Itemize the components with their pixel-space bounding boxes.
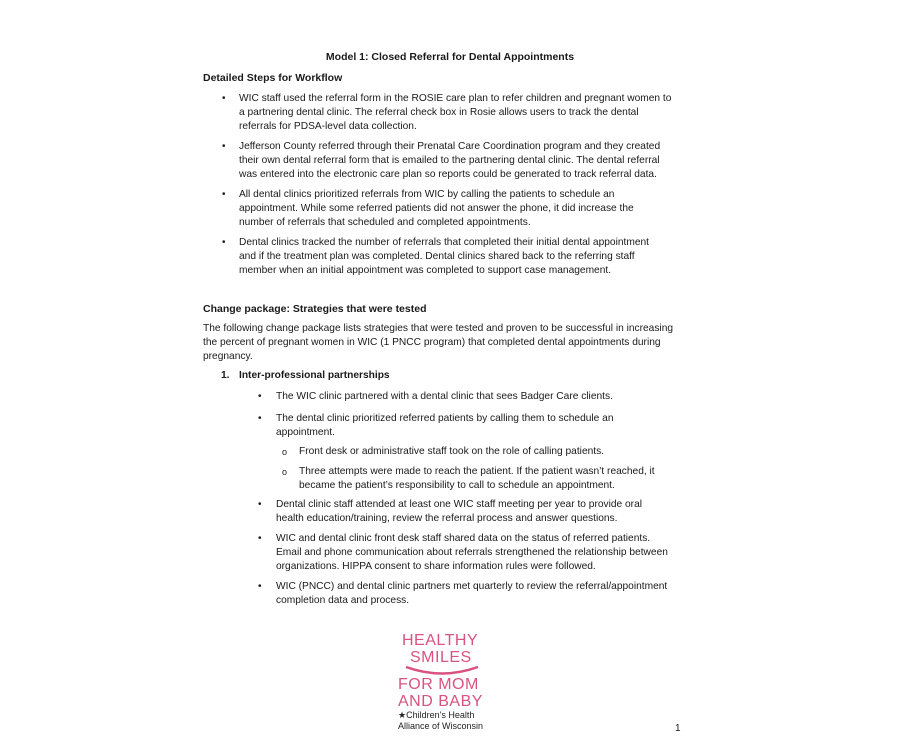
- circle-bullet-icon: o: [282, 467, 288, 477]
- strategy-subitem: [299, 465, 655, 493]
- logo-line: AND BABY: [398, 693, 483, 710]
- org-name: [398, 710, 498, 721]
- strategy-subitem: [299, 445, 604, 459]
- star-icon: ★: [398, 710, 407, 720]
- bullet-icon: •: [222, 237, 226, 248]
- workflow-step: [239, 236, 649, 278]
- line: completion data and process.: [276, 595, 410, 606]
- workflow-step: [239, 140, 660, 182]
- line: was entered into the electronic care plan so reports could be generated to track referral data.: [239, 169, 657, 180]
- bullet-icon: •: [222, 93, 226, 104]
- list-number: 1.: [221, 370, 230, 381]
- line: Dental clinic staff attended at least one WIC staff meeting per year to provide oral: [276, 499, 643, 510]
- line: The dental clinic prioritized referred patients by calling them to schedule an: [276, 413, 614, 424]
- line: Email and phone communication about referrals strengthened the relationship between: [276, 547, 668, 558]
- bullet-icon: •: [258, 413, 262, 424]
- line: their own dental referral form that is emailed to the partnering dental clinic. The dental referral: [239, 155, 660, 166]
- line: organizations. HIPPA consent to share information rules were followed.: [276, 561, 596, 572]
- bullet-icon: •: [258, 581, 262, 592]
- line: Jefferson County referred through their Prenatal Care Coordination program and they created: [239, 141, 661, 152]
- org-line: Children's Health: [406, 710, 475, 720]
- strategy-item: [276, 498, 642, 526]
- line: member when an initial appointment was completed to support case management.: [239, 265, 612, 276]
- line: The following change package lists strategies that were tested and proven to be successful in increasing: [203, 323, 674, 334]
- bullet-icon: •: [222, 189, 226, 200]
- line: a partnering dental clinic. The referral check box in Rosie allows users to track the dental: [239, 107, 639, 118]
- line: appointment.: [276, 427, 335, 438]
- section-heading-change-package: Change package: Strategies that were tested: [203, 303, 427, 315]
- line: All dental clinics prioritized referrals from WIC by calling the patients to schedule an: [239, 189, 615, 200]
- logo-line: SMILES: [410, 649, 472, 666]
- section-heading-workflow: Detailed Steps for Workflow: [203, 72, 343, 84]
- strategy-item: [276, 390, 613, 404]
- line: WIC and dental clinic front desk staff shared data on the status of referred patients.: [276, 533, 651, 544]
- line: and if the treatment plan was completed. Dental clinics shared back to the referring staff: [239, 251, 635, 262]
- org-line: Alliance of Wisconsin: [398, 721, 484, 731]
- strategy-item: [276, 412, 614, 440]
- line: number of referrals that scheduled and completed appointments.: [239, 217, 531, 228]
- line: referrals for PDSA-level data collection.: [239, 121, 417, 132]
- workflow-step: [239, 188, 634, 230]
- line: Dental clinics tracked the number of referrals that completed their initial dental appointment: [239, 237, 649, 248]
- line: the percent of pregnant women in WIC (1 PNCC program) that completed dental appointments during: [203, 337, 661, 348]
- line: The WIC clinic partnered with a dental clinic that sees Badger Care clients.: [276, 391, 613, 402]
- page-title: Model 1: Closed Referral for Dental Appointments: [325, 51, 575, 63]
- logo-line: FOR MOM: [398, 676, 479, 693]
- bullet-icon: •: [258, 499, 262, 510]
- bullet-icon: •: [222, 141, 226, 152]
- strategy-item: [276, 580, 667, 608]
- line: WIC (PNCC) and dental clinic partners met quarterly to review the referral/appointment: [276, 581, 668, 592]
- list-item-title: Inter-professional partnerships: [239, 370, 390, 381]
- strategy-item: [276, 532, 668, 574]
- page-number: 1: [675, 723, 681, 734]
- logo-line: HEALTHY: [402, 632, 479, 649]
- smile-icon: [402, 666, 482, 676]
- change-package-intro: [203, 322, 673, 364]
- circle-bullet-icon: o: [282, 447, 288, 457]
- line: WIC staff used the referral form in the ROSIE care plan to refer children and pregnant women to: [239, 93, 672, 104]
- line: Front desk or administrative staff took on the role of calling patients.: [299, 446, 605, 457]
- bullet-icon: •: [258, 533, 262, 544]
- workflow-step: [239, 92, 671, 134]
- line: pregnancy.: [203, 351, 253, 362]
- line: health education/training, review the referral process and answer questions.: [276, 513, 618, 524]
- line: appointment. While some referred patients did not answer the phone, it did increase the: [239, 203, 634, 214]
- healthy-smiles-logo: [398, 632, 498, 732]
- line: became the patient’s responsibility to call to schedule an appointment.: [299, 480, 615, 491]
- line: Three attempts were made to reach the patient. If the patient wasn’t reached, it: [299, 466, 655, 477]
- bullet-icon: •: [258, 391, 262, 402]
